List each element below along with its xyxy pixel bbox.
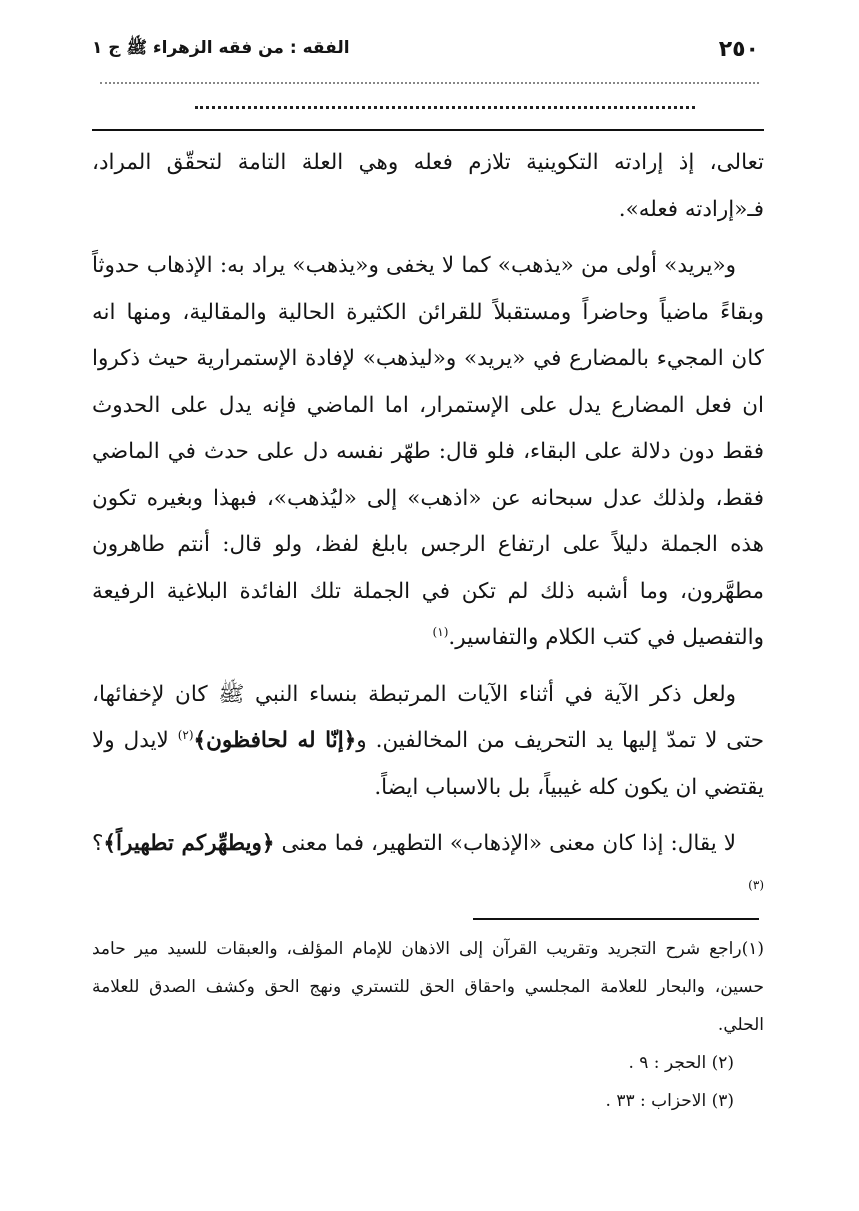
paragraph-4-text-start: لا يقال: إذا كان معنى «الإذهاب» التطهير، فما معنى bbox=[274, 831, 737, 856]
footnotes bbox=[92, 930, 764, 1120]
paragraph-4-question-mark: ؟ bbox=[92, 831, 104, 856]
footnote-3: (٣) الاحزاب : ٣٣ . bbox=[605, 1091, 734, 1111]
quran-quote-1: ﴿إنّا له لحافظون﴾ bbox=[193, 728, 357, 753]
paragraph-4 bbox=[92, 821, 764, 914]
header-dotted-separator bbox=[195, 94, 695, 109]
paragraph-3 bbox=[92, 672, 764, 812]
footnote-ref-2[interactable]: (٢) bbox=[177, 727, 194, 742]
footnote-2: (٢) الحجر : ٩ . bbox=[628, 1053, 734, 1073]
running-title: الفقه : من فقه الزهراء ﷺ ج ١ bbox=[92, 37, 350, 58]
paragraph-3-text-end: لايدل ولا يقتضي ان يكون كله غيبياً، بل بالاسباب ايضاً. bbox=[92, 728, 764, 800]
header-dotted-line bbox=[100, 68, 759, 84]
footnote-rule bbox=[473, 918, 759, 920]
paragraph-2 bbox=[92, 243, 764, 662]
quran-quote-2: ﴿ويطهِّركم تطهيراً﴾ bbox=[103, 831, 275, 856]
paragraph-1: تعالى، إذ إرادته التكوينية تلازم فعله وهي العلة التامة لتحقّق المراد، فـ«إرادته فعله». bbox=[92, 150, 764, 222]
paragraph-2-text: و«يريد» أولى من «يذهب» كما لا يخفى و«يذهب» يراد به: الإذهاب حدوثاً وبقاءً ماضياً وحاضراً ومستقبلاً للقرائن الكثيرة الحالية والمقالية، ومنها انه كان المجيء بالمضارع في «يريد» و«ليذهب» لإفادة الإستمرارية حيث ذكروا ان فعل المضارع يدل على الإستمرار، اما الماضي فإنه يدل على الحدوث فقط دون دلالة على البقاء، فلو قال: طهّر نفسه دل على حدث في الماضي فقط، ولذلك عدل سبحانه عن «اذهب» إلى «ليُذهب»، فبهذا وبغيره تكون هذه الجملة دليلاً على ارتفاع الرجس بابلغ لفظ، ولو قال: أنتم طاهرون مطهَّرون، وما أشبه ذلك لم تكن في الجملة تلك الفائدة البلاغية الرفيعة والتفصيل في كتب الكلام والتفاسير. bbox=[92, 253, 764, 650]
page-header bbox=[92, 34, 759, 64]
page-number: ٢٥٠ bbox=[718, 36, 759, 62]
footnote-1: (١)راجع شرح التجريد وتقريب القرآن إلى الاذهان للإمام المؤلف، والعبقات للسيد مير حامد حسين، والبحار للعلامة المجلسي واحقاق الحق للتستري ونهج الحق وكشف الصدق للعلامة الحلي. bbox=[92, 939, 764, 1035]
paragraph-3-text-start: ولعل ذكر الآية في أثناء الآيات المرتبطة بنساء النبي ﷺ كان لإخفائها، حتى لا تمدّ إليها يد التحريف من المخالفين. و bbox=[92, 681, 764, 753]
footnote-ref-1[interactable]: (١) bbox=[432, 624, 449, 639]
footnote-ref-3[interactable]: (٣) bbox=[748, 877, 764, 892]
main-text bbox=[92, 140, 764, 924]
header-rule bbox=[92, 129, 764, 131]
